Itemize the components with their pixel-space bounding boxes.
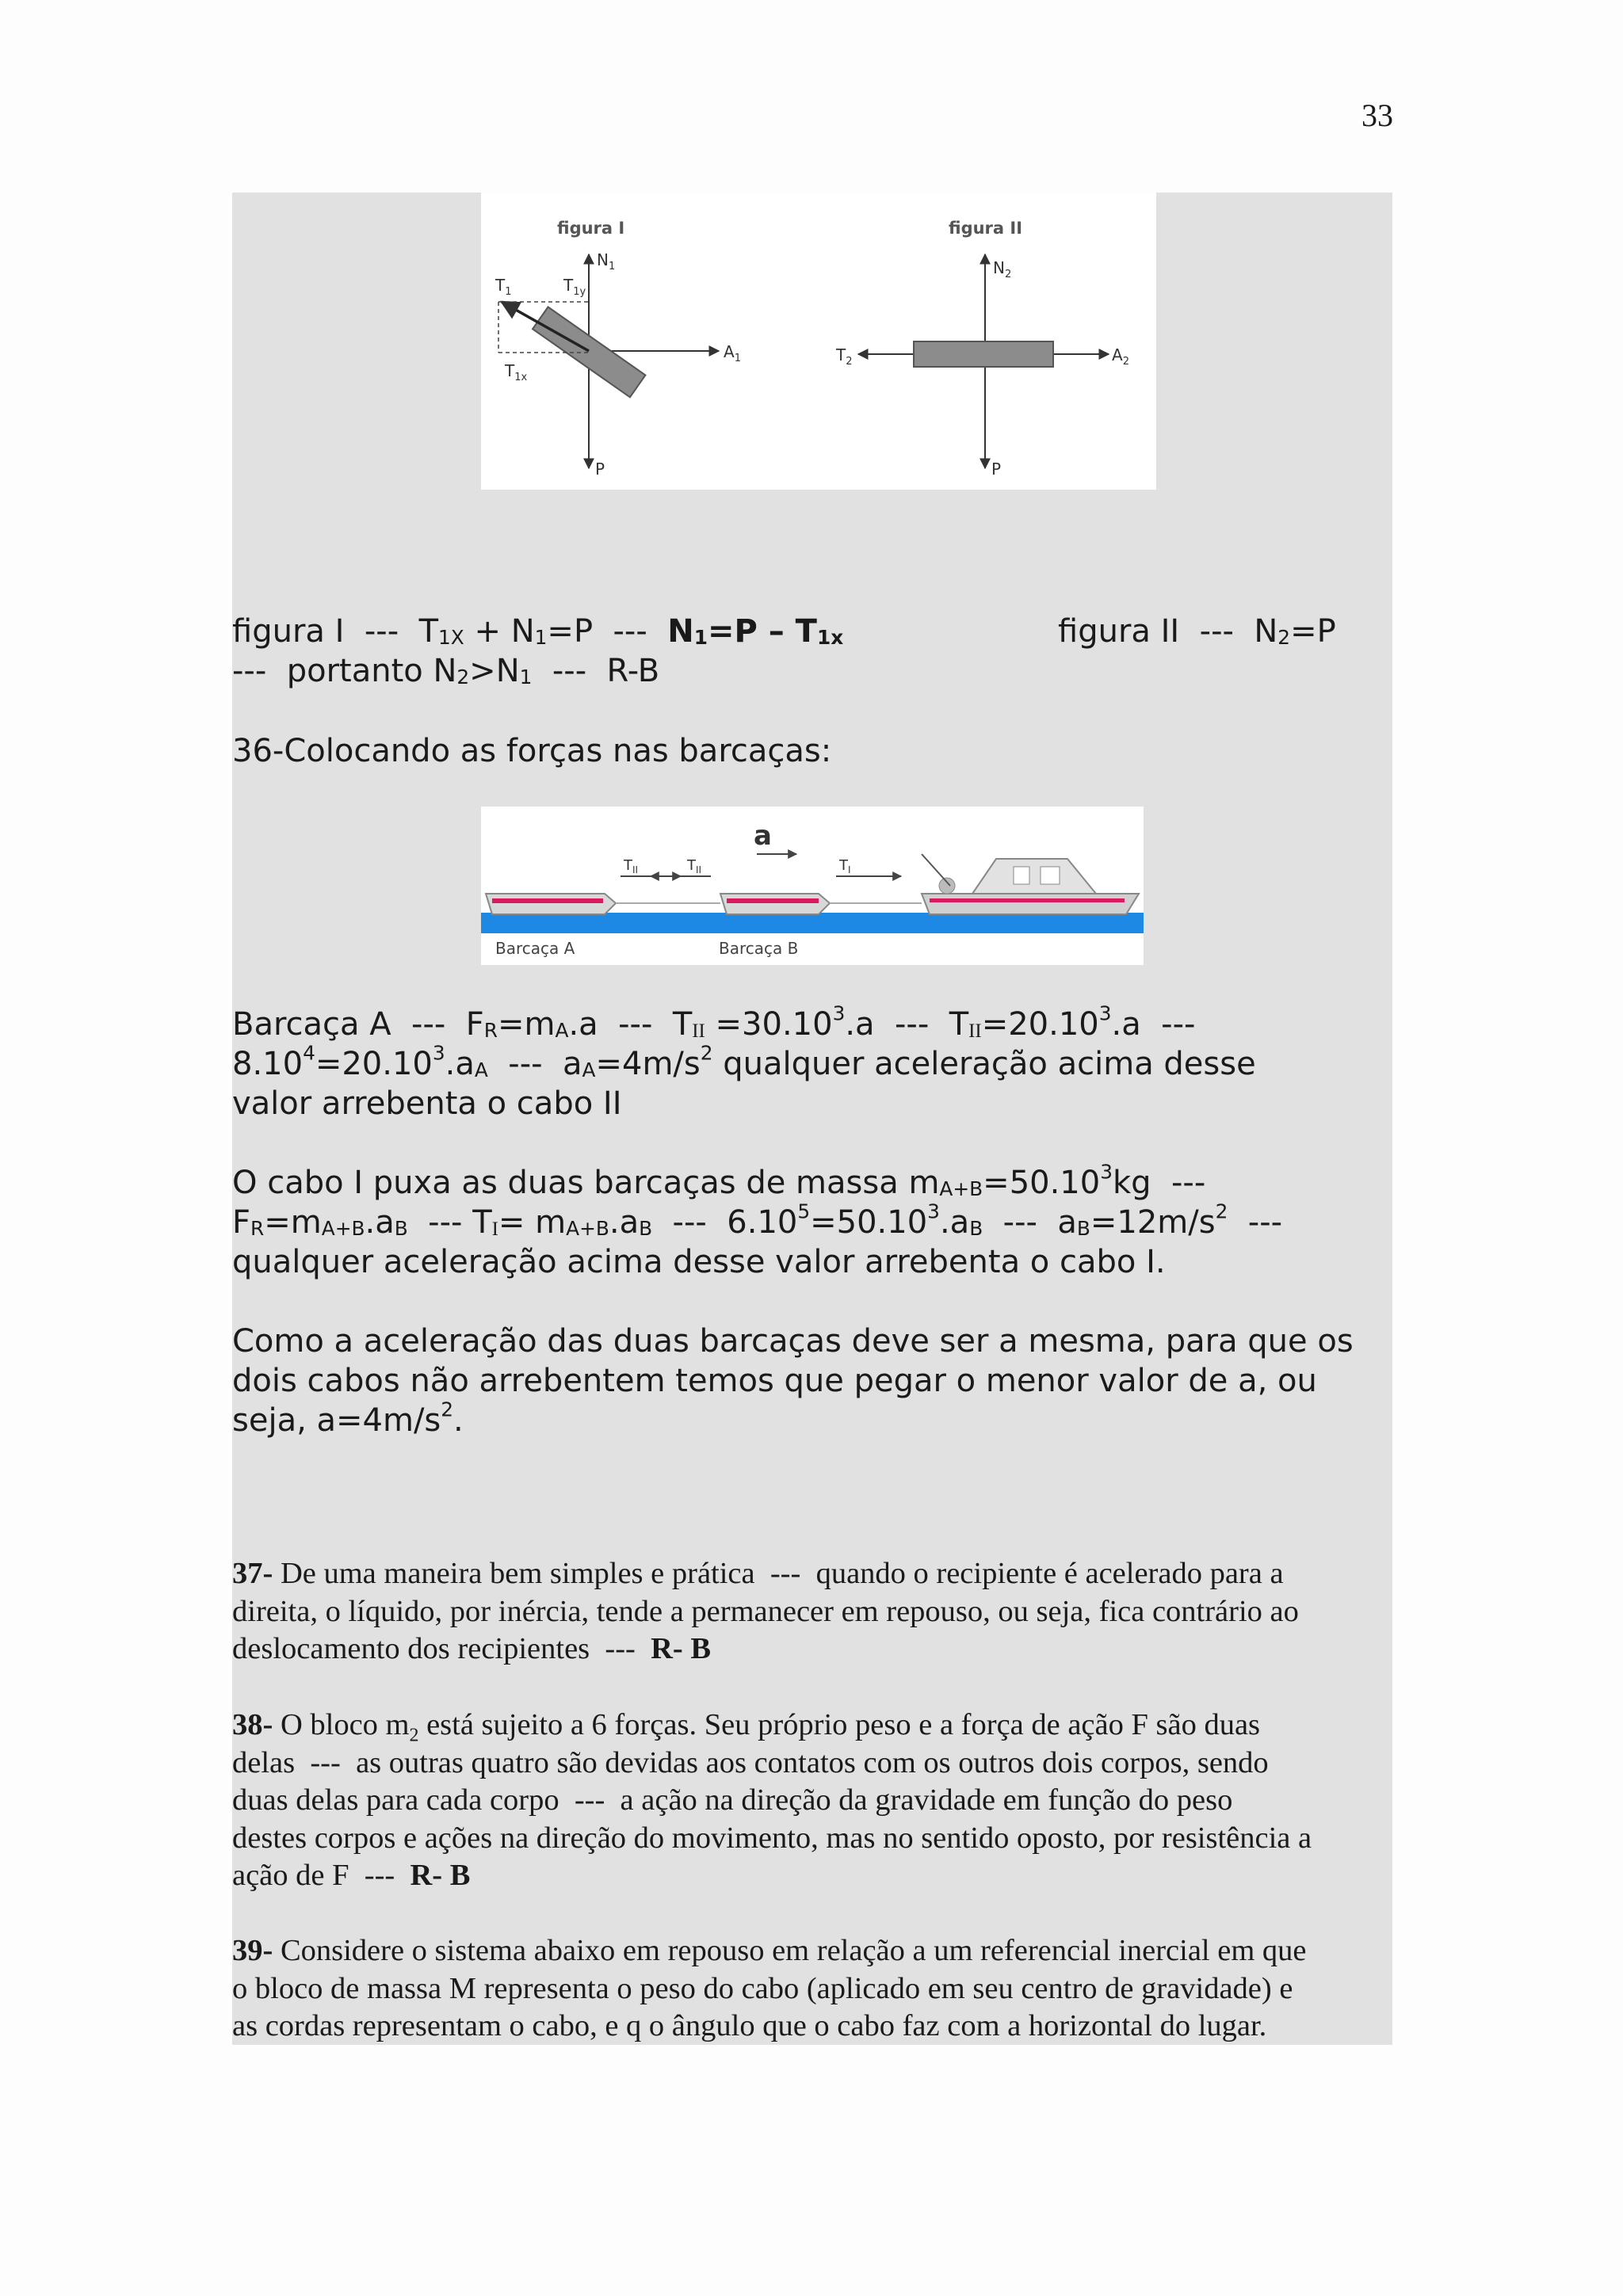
label-barcaca-b: Barcaça B (719, 939, 799, 958)
tugboat-winch (939, 878, 955, 894)
tugboat-crane (922, 854, 950, 886)
water (481, 913, 1144, 933)
force-diagram-svg (481, 193, 1156, 490)
label-ti: $T_I$ (839, 857, 851, 875)
tugboat-window-2 (1041, 867, 1060, 884)
label-t1y: $T_{1y}$ (563, 276, 586, 298)
barge-b-hull (720, 894, 830, 914)
label-t2: $T_2$ (836, 345, 853, 368)
label-a1: $A_1$ (724, 342, 741, 364)
page-number: 33 (1361, 97, 1393, 133)
label-t1x: $T_{1x}$ (505, 361, 528, 383)
label-a: a (754, 820, 772, 852)
conclusion-paragraph: Como a aceleração das duas barcaças deve ser a mesma, para que os dois cabos não arrebentem temos que pegar o menor valor de a, ou seja, $a=4m/s^2$. (232, 1323, 1354, 1439)
label-a2: $A_2$ (1112, 345, 1129, 368)
barge-a-hull (486, 894, 616, 914)
barge-a-stripe (492, 898, 603, 903)
barcaca-a-paragraph: Barcaça A --- $F_R=m_A.a$ --- $T_{II} =30.10^3.a$ --- $T_{II}=20.10^3.a$ --- $8.10^4=20.10^3.a_A$ --- $a_A=4m/s^2$ qualquer aceleração acima desse valor arrebenta o cabo II (232, 1001, 1256, 1122)
force-diagram-figure (481, 193, 1156, 490)
label-n1: $N_1$ (597, 250, 616, 273)
label-barcaca-a: Barcaça A (495, 939, 575, 958)
tugboat-hull (922, 894, 1139, 914)
cabo-i-paragraph: O cabo I puxa as duas barcaças de massa $m_{A+B}=50.10^3kg$ --- $F_R=m_{A+B}.a_B$ --- $T_I= m_{A+B}.a_B$ --- $6.10^5=50.10^3.a_B$ --- $a_B=12m/s^2$ --- qualquer aceleração acima desse valor arrebenta o cabo I. (232, 1160, 1283, 1280)
label-tii-1: $T_{II}$ (624, 857, 639, 875)
question-39-paragraph: 39- Considere o sistema abaixo em repouso em relação a um referencial inercial em que o bloco de massa M representa o peso do cabo (aplicado em seu centro de gravidade) e as cordas representam o cabo, e q o ângulo que o cabo faz com a horizontal do lugar. (232, 1934, 1307, 2042)
question-36-heading: 36-Colocando as forças nas barcaças: (232, 733, 832, 769)
label-p2: P (991, 460, 1002, 479)
barge-b-stripe (727, 898, 819, 903)
barges-svg (481, 807, 1144, 965)
label-p1: P (595, 460, 605, 479)
tugboat-cabin (972, 859, 1096, 894)
label-t1: $T_1$ (495, 276, 512, 298)
question-38-paragraph: 38- O bloco $m_2$ está sujeito a 6 forças. Seu próprio peso e a força de ação F são duas delas --- as outras quatro são devidas aos contatos com os outros dois corpos, sendo duas delas para cada corpo --- a ação na direção da gravidade em função do peso destes corpos e ações na direção do movimento, mas no sentido oposto, por resistência a ação de F --- R- B (232, 1708, 1312, 1892)
label-n2: $N_2$ (993, 258, 1012, 280)
tugboat-stripe (930, 898, 1125, 902)
horizontal-block-ii (914, 341, 1053, 367)
figure-i-title: figura I (557, 219, 625, 238)
question-37-paragraph: 37- De uma maneira bem simples e prática --- quando o recipiente é acelerado para a direita, o líquido, por inércia, tende a permanecer em repouso, ou seja, fica contrário ao deslocamento dos recipientes --- R- B (232, 1557, 1299, 1665)
barges-figure (481, 807, 1144, 965)
figure-analysis-paragraph: figura I --- $T_{1X} + N_1=P$ --- $N_1=P - T_{1x}$ figura II --- $N_2=P$ --- portanto $N_2>N_1$ --- R-B (232, 613, 1336, 689)
figure-ii-title: figura II (949, 219, 1023, 238)
tugboat-window-1 (1014, 867, 1029, 884)
label-tii-2: $T_{II}$ (687, 857, 702, 875)
